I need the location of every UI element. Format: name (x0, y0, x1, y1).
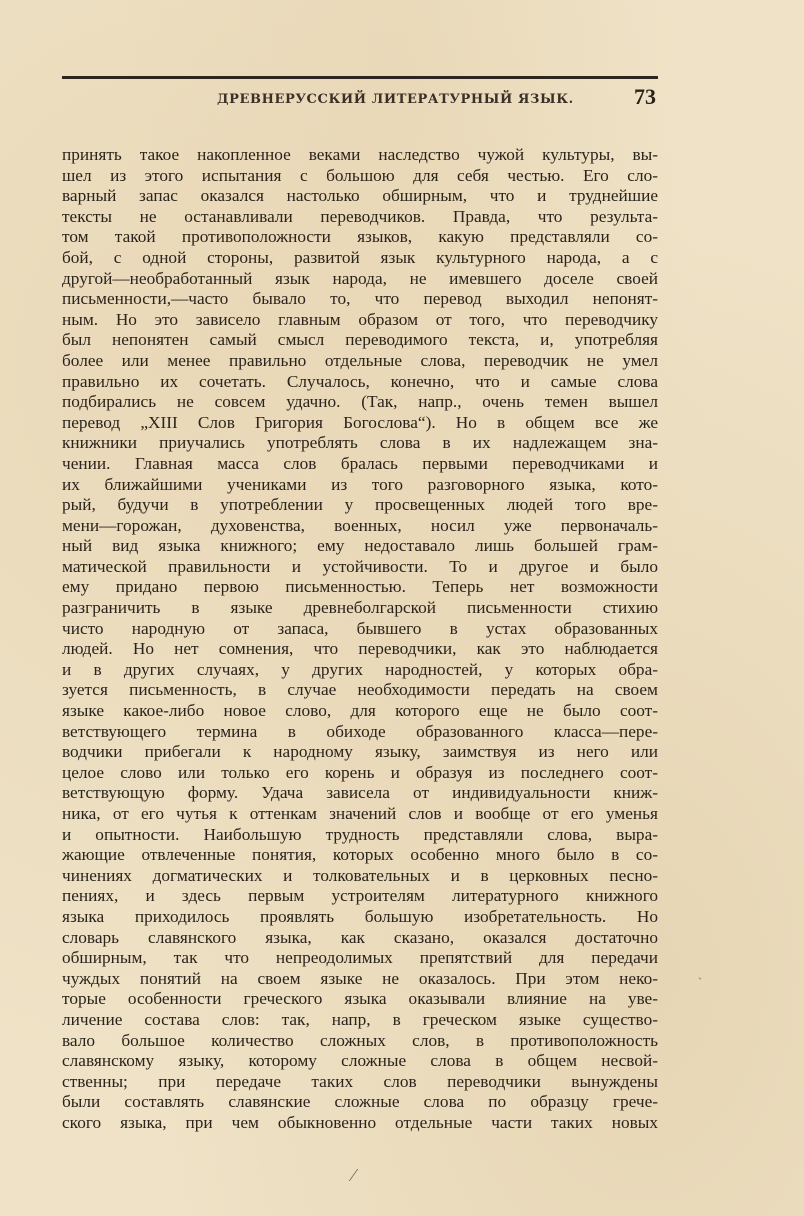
text-line: языка приходилось проявлять большую изобретательность. Но (62, 906, 658, 926)
text-line: более или менее правильно отдельные слова, переводчик не умел (62, 350, 658, 370)
text-line: их ближайшими учениками из того разговорного языка, кото- (62, 474, 658, 494)
text-line: торые особенности греческого языка оказывали влияние на уве- (62, 989, 658, 1009)
text-line: славянскому языку, которому сложные слова в общем несвой- (62, 1051, 658, 1071)
text-line: шел из этого испытания с большою для себя честью. Его сло- (62, 165, 658, 185)
paper-speck: ˎ (698, 966, 702, 980)
text-line: подбирались не совсем удачно. (Так, напр., очень темен вышел (62, 392, 658, 412)
text-line: ему придано первою письменностью. Теперь нет возможности (62, 577, 658, 597)
text-line: бой, с одной стороны, развитой язык культурного народа, а с (62, 247, 658, 267)
text-line: мени—горожан, духовенства, военных, носил уже первоначаль- (62, 515, 658, 535)
text-line: обширным, так что непреодолимых препятствий для передачи (62, 948, 658, 968)
text-line: ского языка, при чем обыкновенно отдельные части таких новых (62, 1112, 658, 1132)
text-line: был непонятен самый смысл переводимого текста, и, употребляя (62, 330, 658, 350)
text-line: ника, от его чутья к оттенкам значений слов и вообще от его уменья (62, 804, 658, 823)
page-header (62, 86, 658, 112)
text-line: матической правильности и устойчивости. То и другое и было (62, 556, 658, 576)
text-line: ветствующего термина в обиходе образованного класса—пере- (62, 721, 658, 741)
text-line: пениях, и здесь первым устроителям литературного книжного (62, 886, 658, 906)
text-line: другой—необработанный язык народа, не имевшего доселе своей (62, 268, 658, 288)
text-line: людей. Но нет сомнения, что переводчики, как это наблюдается (62, 639, 658, 659)
text-line: целое слово или только его корень и образуя из последнего соот- (62, 762, 658, 782)
text-line: правильно их сочетать. Случалось, конечно, что и самые слова (62, 371, 658, 391)
text-line: вало большое количество сложных слов, в противоположность (62, 1030, 658, 1050)
paper-speck: ⁄ (352, 1165, 356, 1185)
text-line: тексты не останавливали переводчиков. Правда, что результа- (62, 206, 658, 226)
text-line: том такой противоположности языков, какую представляли со- (62, 227, 658, 247)
text-line: жающие отвлеченные понятия, которых особенно много было в со- (62, 845, 658, 865)
text-line: и в других случаях, у других народностей, у которых обра- (62, 659, 658, 679)
text-line: словарь славянского языка, как сказано, оказался достаточно (62, 927, 658, 947)
text-line: чинениях догматических и толковательных и в церковных песно- (62, 865, 658, 885)
text-line: чисто народную от запаса, бывшего в устах образованных (62, 618, 658, 638)
page-number: 73 (634, 84, 656, 109)
text-line: личение состава слов: так, напр, в греческом языке существо- (62, 1009, 658, 1029)
text-line: рый, будучи в употреблении у просвещенных людей того вре- (62, 495, 658, 515)
text-line: ный вид языка книжного; ему недоставало лишь большей грам- (62, 536, 658, 556)
text-line: ным. Но это зависело главным образом от того, что переводчику (62, 309, 658, 329)
text-line: перевод „XIII Слов Григория Богослова“). Но в общем все же (62, 412, 658, 432)
text-line: и опытности. Наибольшую трудность представляли слова, выра- (62, 824, 658, 844)
text-line: были составлять славянские сложные слова по образцу грече- (62, 1092, 658, 1112)
text-line: зуется письменность, в случае необходимости передать на своем (62, 680, 658, 700)
text-line: чении. Главная масса слов бралась первыми переводчиками и (62, 453, 658, 473)
running-head: ДРЕВНЕРУССКИЙ ЛИТЕРАТУРНЫЙ ЯЗЫК. (217, 92, 574, 107)
text-line: ственны; при передаче таких слов переводчики вынуждены (62, 1071, 658, 1091)
text-line: чуждых понятий на своем языке не оказалось. При этом неко- (62, 968, 658, 988)
text-line: книжники приучались употреблять слова в их надлежащем зна- (62, 433, 658, 453)
text-line: водчики прибегали к народному языку, заимствуя из него или (62, 742, 658, 762)
text-line: ветствующую форму. Удача зависела от индивидуальности книж- (62, 783, 658, 803)
text-line: принять такое накопленное веками наследство чужой культуры, вы- (62, 145, 658, 164)
text-line: языке какое-либо новое слово, для которого еще не было соот- (62, 701, 658, 721)
text-line: разграничить в языке древнеболгарской письменности стихию (62, 598, 658, 618)
header-rule (62, 76, 658, 79)
body-text (62, 145, 658, 1134)
text-line: варный запас оказался настолько обширным, что и труднейшие (62, 186, 658, 206)
text-line: письменности,—часто бывало то, что перевод выходил непонят- (62, 289, 658, 309)
